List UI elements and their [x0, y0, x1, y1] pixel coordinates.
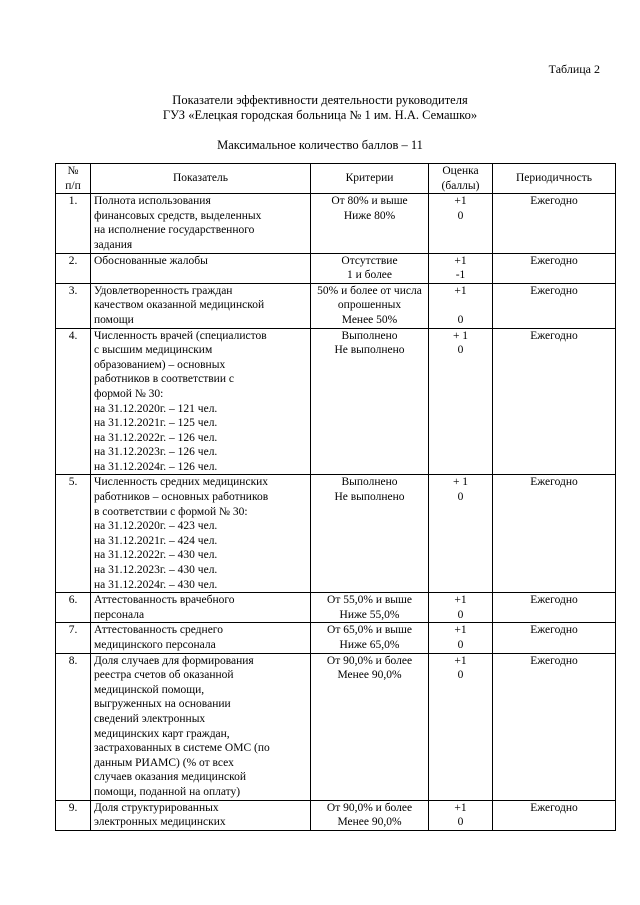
row-criteria: От 90,0% и более Менее 90,0% — [311, 800, 429, 830]
table-row — [56, 653, 616, 800]
row-indicator: Доля случаев для формирования реестра счетов об оказанной медицинской помощи, выгруженных на основании сведений электронных медицинских карт граждан, застрахованных в системе ОМС (по данным РИАМС) (% от всех случаев оказания медицинской помощи, поданной на оплату) — [91, 653, 311, 800]
row-indicator: Полнота использования финансовых средств, выделенных на исполнение государственного задания — [91, 194, 311, 253]
row-criteria: 50% и более от числа опрошенных Менее 50% — [311, 283, 429, 328]
header-criteria: Критерии — [311, 164, 429, 194]
row-score: +1 0 — [429, 800, 493, 830]
row-criteria: От 80% и выше Ниже 80% — [311, 194, 429, 253]
row-number: 3. — [56, 283, 91, 328]
row-number: 5. — [56, 475, 91, 593]
header-period: Периодичность — [493, 164, 616, 194]
row-number: 8. — [56, 653, 91, 800]
header-score: Оценка (баллы) — [429, 164, 493, 194]
row-periodicity: Ежегодно — [493, 253, 616, 283]
row-number: 9. — [56, 800, 91, 830]
row-number: 1. — [56, 194, 91, 253]
row-periodicity: Ежегодно — [493, 593, 616, 623]
table-row — [56, 253, 616, 283]
row-score: +1 0 — [429, 653, 493, 800]
table-row — [56, 194, 616, 253]
table-row — [56, 593, 616, 623]
row-score: +1 0 — [429, 283, 493, 328]
row-indicator: Обоснованные жалобы — [91, 253, 311, 283]
row-score: +1 0 — [429, 194, 493, 253]
row-score: +1 0 — [429, 623, 493, 653]
row-indicator: Доля структурированных электронных медицинских — [91, 800, 311, 830]
row-criteria: От 65,0% и выше Ниже 65,0% — [311, 623, 429, 653]
max-score-caption: Максимальное количество баллов – 11 — [217, 138, 423, 152]
row-periodicity: Ежегодно — [493, 653, 616, 800]
row-number: 4. — [56, 328, 91, 475]
row-score: + 1 0 — [429, 328, 493, 475]
document-title-line2: ГУЗ «Елецкая городская больница № 1 им. Н.А. Семашко» — [162, 108, 478, 122]
document-title-line1: Показатели эффективности деятельности руководителя — [172, 93, 468, 107]
indicators-table — [55, 163, 616, 831]
row-periodicity: Ежегодно — [493, 283, 616, 328]
header-indicator: Показатель — [91, 164, 311, 194]
row-periodicity: Ежегодно — [493, 328, 616, 475]
row-number: 2. — [56, 253, 91, 283]
row-criteria: От 90,0% и более Менее 90,0% — [311, 653, 429, 800]
row-criteria: От 55,0% и выше Ниже 55,0% — [311, 593, 429, 623]
row-indicator: Аттестованность среднего медицинского персонала — [91, 623, 311, 653]
row-score: +1 0 — [429, 593, 493, 623]
header-num: № п/п — [56, 164, 91, 194]
row-indicator: Численность средних медицинских работников – основных работников в соответствии с формой № 30: на 31.12.2020г. – 423 чел. на 31.12.2021г. – 424 чел. на 31.12.2022г. – 430 чел. на 31.12.2023г. – 430 чел. на 31.12.2024г. – 430 чел. — [91, 475, 311, 593]
row-indicator: Удовлетворенность граждан качеством оказанной медицинской помощи — [91, 283, 311, 328]
table-row — [56, 800, 616, 830]
row-indicator: Аттестованность врачебного персонала — [91, 593, 311, 623]
row-periodicity: Ежегодно — [493, 623, 616, 653]
row-periodicity: Ежегодно — [493, 800, 616, 830]
row-indicator: Численность врачей (специалистов с высшим медицинским образованием) – основных работников в соответствии с формой № 30: на 31.12.2020г. – 121 чел. на 31.12.2021г. – 125 чел. на 31.12.2022г. – 126 чел. на 31.12.2023г. – 126 чел. на 31.12.2024г. – 126 чел. — [91, 328, 311, 475]
table-row — [56, 623, 616, 653]
row-criteria: Выполнено Не выполнено — [311, 475, 429, 593]
table-row — [56, 283, 616, 328]
row-number: 6. — [56, 593, 91, 623]
row-score: + 1 0 — [429, 475, 493, 593]
row-score: +1 -1 — [429, 253, 493, 283]
table-row — [56, 475, 616, 593]
row-number: 7. — [56, 623, 91, 653]
row-criteria: Выполнено Не выполнено — [311, 328, 429, 475]
table-row — [56, 328, 616, 475]
row-criteria: Отсутствие 1 и более — [311, 253, 429, 283]
row-periodicity: Ежегодно — [493, 194, 616, 253]
table-label: Таблица 2 — [548, 62, 600, 76]
row-periodicity: Ежегодно — [493, 475, 616, 593]
table-header-row — [56, 164, 616, 194]
